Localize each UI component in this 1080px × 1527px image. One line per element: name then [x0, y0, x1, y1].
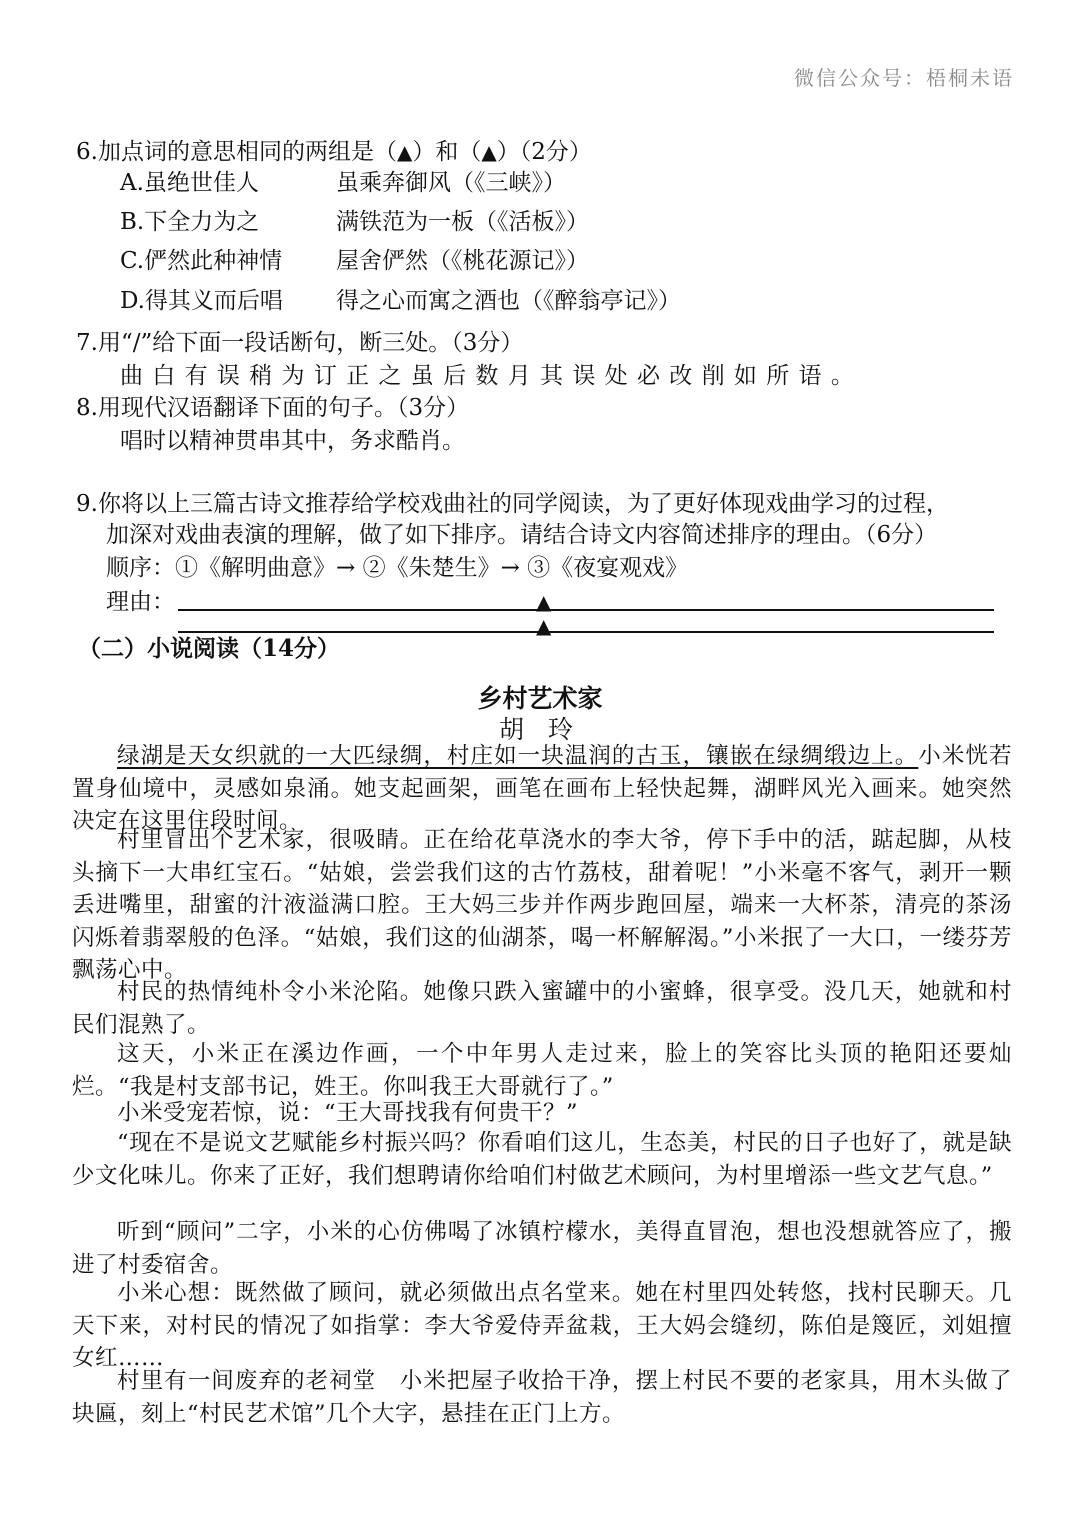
- story-paragraph: 村里冒出个艺术家，很吸睛。正在给花草浇水的李大爷，停下手中的活，踮起脚，从枝头摘下一大串红宝石。“姑娘，尝尝我们这的古竹荔枝，甜着呢！”小米毫不客气，剥开一颗丢进嘴里，甜蜜的汁液溢满口腔。王大妈三步并作两步跑回屋，端来一大杯茶，清亮的茶汤闪烁着翡翠般的色泽。“姑娘，我们这的仙湖茶，喝一杯解解渴。”小米抿了一大口，一缕芬芳飘荡心中。: [72, 827, 1012, 983]
- story-paragraph: 村里有一间废弃的老祠堂 小米把屋子收拾干净，摆上村民不要的老家具，用木头做了块匾，刻上“村民艺术馆”几个大字，悬挂在正门上方。: [72, 1368, 1012, 1427]
- q9-line1: 9.你将以上三篇古诗文推荐给学校戏曲社的同学阅读，为了更好体现戏曲学习的过程，: [76, 491, 949, 517]
- q6-option-c: C.俨然此种神情: [120, 248, 283, 274]
- q6-option-c-compare: 屋舍俨然（《桃花源记》）: [336, 248, 589, 274]
- q6-option-b-compare: 满铁范为一板（《活板》）: [336, 209, 589, 235]
- answer-blank-icon: ▲: [481, 140, 497, 164]
- story-title: 乡村艺术家: [477, 684, 603, 713]
- story-paragraph: 这天，小米正在溪边作画，一个中年男人走过来，脸上的笑容比头顶的艳阳还要灿烂。“我是村支部书记，姓王。你叫我王大哥就行了。”: [72, 1041, 1012, 1100]
- story-paragraph: 听到“顾问”二字，小米的心仿佛喝了冰镇柠檬水，美得直冒泡，想也没想就答应了，搬进了村委宿舍。: [72, 1219, 1012, 1278]
- q6-stem: 6.加点词的意思相同的两组是（▲）和（▲）（2分）: [76, 139, 592, 165]
- story-paragraph: 小米受宠若惊，说：“王大哥找我有何贵干？”: [117, 1100, 579, 1126]
- section-heading: （二）小说阅读（14分）: [78, 635, 341, 662]
- answer-blank-icon: ▲: [536, 614, 552, 638]
- q8-stem: 8.用现代汉语翻译下面的句子。（3分）: [76, 395, 470, 421]
- q6-option-a: A.虽绝世佳人: [120, 170, 259, 196]
- answer-blank-icon: ▲: [536, 590, 552, 614]
- q9-reason-label: 理由：: [106, 589, 175, 615]
- story-paragraph: 绿湖是天女织就的一大匹绿绸，村庄如一块温润的古玉，镶嵌在绿绸缎边上。小米恍若置身仙境中，灵感如泉涌。她支起画架，画笔在画布上轻快起舞，湖畔风光入画来。她突然决定在这里住段时间。: [72, 743, 1012, 834]
- watermark: 微信公众号：梧桐未语: [794, 66, 1014, 90]
- story-paragraph: 小米心想：既然做了顾问，就必须做出点名堂来。她在村里四处转悠，找村民聊天。几天下来，对村民的情况了如指掌：李大爷爱侍弄盆栽，王大妈会缝纫，陈伯是篾匠，刘姐擅女红……: [72, 1280, 1012, 1371]
- q7-stem: 7.用“/”给下面一段话断句，断三处。（3分）: [76, 330, 524, 356]
- answer-line: [178, 631, 994, 633]
- q9-line2: 加深对戏曲表演的理解，做了如下排序。请结合诗文内容简述排序的理由。（6分）: [106, 522, 938, 548]
- q8-text: 唱时以精神贯串其中，务求酷肖。: [120, 428, 465, 454]
- q6-option-d-compare: 得之心而寓之酒也（《醉翁亭记》）: [336, 288, 681, 314]
- answer-line: [178, 609, 994, 611]
- story-author: 胡 玲: [499, 715, 581, 744]
- q6-option-b: B.下全力为之: [120, 209, 260, 235]
- story-paragraph: “现在不是说文艺赋能乡村振兴吗？你看咱们这儿，生态美，村民的日子也好了，就是缺少文化味儿。你来了正好，我们想聘请你给咱们村做艺术顾问，为村里增添一些文艺气息。”: [72, 1130, 1012, 1189]
- q9-order: 顺序：①《解明曲意》→ ②《朱楚生》→ ③《夜宴观戏》: [106, 555, 689, 581]
- q6-option-d: D.得其义而后唱: [120, 288, 283, 314]
- answer-blank-icon: ▲: [396, 140, 413, 164]
- underlined-sentence: 绿湖是天女织就的一大匹绿绸，村庄如一块温润的古玉，镶嵌在绿绸缎边上。: [117, 743, 919, 769]
- q7-text: 曲 白 有 误 稍 为 订 正 之 虽 后 数 月 其 误 处 必 改 削 如 所 语 。: [120, 363, 855, 389]
- story-paragraph: 村民的热情纯朴令小米沦陷。她像只跌入蜜罐中的小蜜蜂，很享受。没几天，她就和村民们混熟了。: [72, 979, 1012, 1038]
- q6-option-a-compare: 虽乘奔御风（《三峡》）: [336, 170, 566, 196]
